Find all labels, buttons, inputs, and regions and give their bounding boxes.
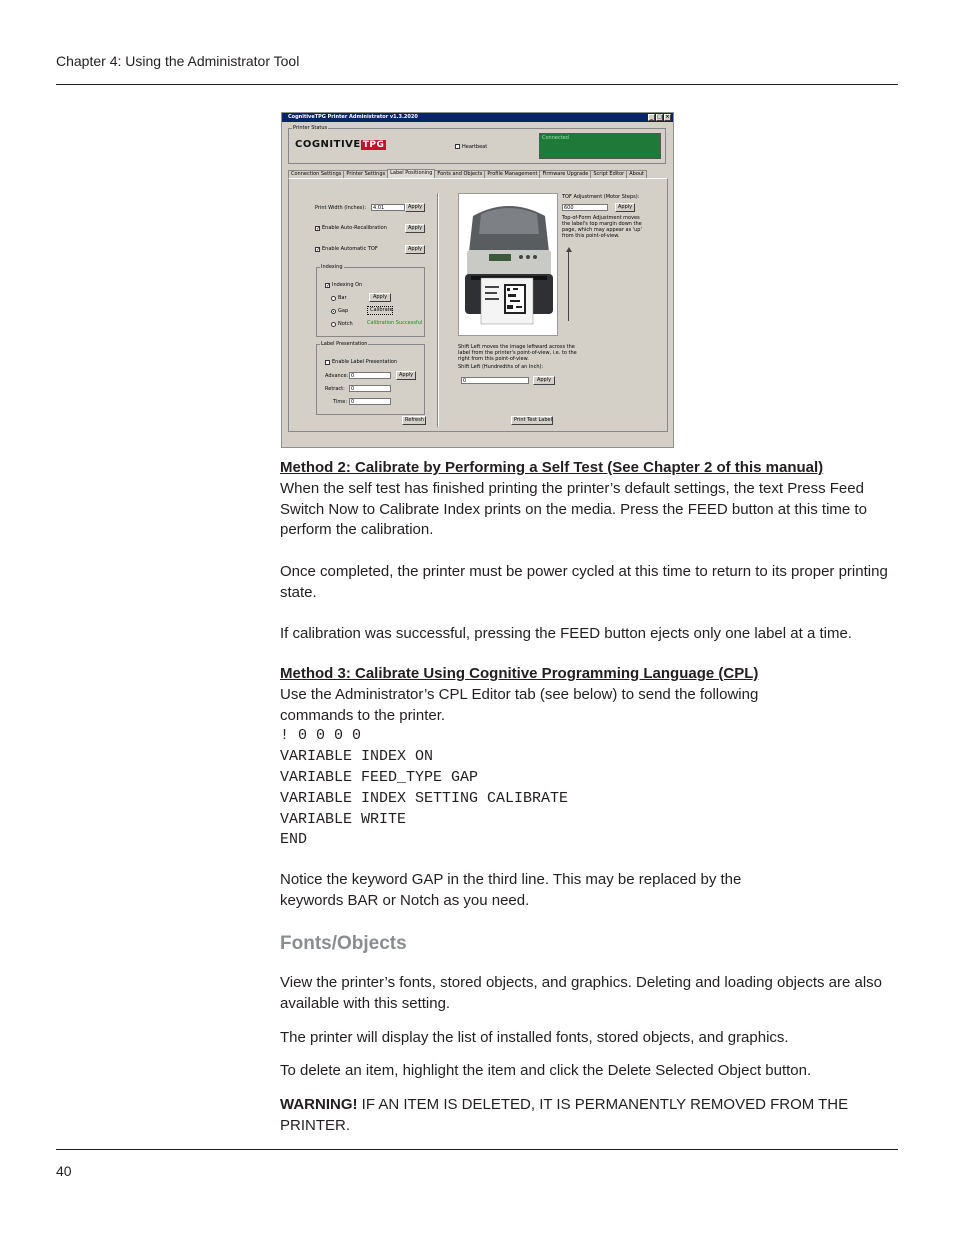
bar-radio[interactable]: Bar — [331, 295, 347, 301]
presentation-apply-button[interactable]: Apply — [396, 371, 416, 380]
fonts-objects-title: Fonts/Objects — [280, 933, 407, 954]
heartbeat-checkbox[interactable]: Heartbeat — [455, 144, 487, 150]
method2-paragraph-2: Once completed, the printer must be power cycled at this time to return to its proper printing state. — [280, 562, 888, 601]
tab-printer-settings[interactable]: Printer Settings — [343, 170, 388, 179]
printer-photo — [458, 193, 558, 336]
advance-row: Advance: 0 — [325, 372, 391, 379]
tab-script-editor[interactable]: Script Editor — [590, 170, 627, 179]
shift-left-label: Shift Left (Hundredths of an Inch): — [458, 364, 544, 370]
indexing-apply-button[interactable]: Apply — [369, 293, 391, 302]
auto-tof-checkbox[interactable]: ✓ Enable Automatic TOF — [316, 246, 378, 253]
auto-recal-checkbox[interactable]: ✓ Enable Auto-Recalibration — [316, 225, 387, 232]
method2-heading: Method 2: Calibrate by Performing a Self Test (See Chapter 2 of this manual) — [280, 459, 824, 476]
method3-notice-line-1: Notice the keyword GAP in the third line. This may be replaced by the — [280, 871, 742, 889]
calibrate-button[interactable]: Calibrate — [367, 306, 393, 315]
shift-left-apply-button[interactable]: Apply — [533, 376, 555, 385]
label-presentation-label: Label Presentation — [321, 341, 368, 347]
admin-tool-screenshot — [281, 112, 674, 448]
retract-row: Retract: 0 — [325, 385, 391, 392]
enable-label-presentation-checkbox[interactable]: Enable Label Presentation — [325, 359, 397, 365]
tab-fonts-and-objects[interactable]: Fonts and Objects — [434, 170, 485, 179]
shift-note-2: label from the printer's point-of-view, i.e. to the — [458, 350, 577, 356]
warning-text: IF AN ITEM IS DELETED, IT IS PERMANENTLY REMOVED FROM THE PRINTER. — [280, 1096, 849, 1134]
window-title: CognitiveTPG Printer Administrator v1.3.2020 — [288, 114, 418, 120]
tof-input[interactable]: 600 — [562, 204, 608, 211]
maximize-icon[interactable]: □ — [657, 114, 662, 120]
warning-label: WARNING! — [280, 1096, 358, 1114]
warning-paragraph — [280, 1095, 900, 1137]
auto-tof-apply-button[interactable]: Apply — [405, 245, 425, 254]
tof-note-1: Top-of-Form Adjustment moves — [562, 215, 640, 221]
shift-note-1: Shift Left moves the image leftward across the — [458, 344, 575, 350]
fonts-objects-paragraph-1: View the printer’s fonts, stored objects, and graphics. Deleting and loading objects are also available with this setting. — [280, 974, 883, 1012]
print-width-row — [315, 204, 405, 211]
method3-heading: Method 3: Calibrate Using Cognitive Programming Language (CPL) — [280, 665, 759, 682]
fonts-objects-section — [280, 973, 900, 1137]
printer-image-icon — [459, 194, 558, 336]
column-separator — [437, 193, 439, 427]
tab-profile-management[interactable]: Profile Management — [484, 170, 540, 179]
method3-intro-line-1: Use the Administrator’s CPL Editor tab (see below) to send the following — [280, 685, 759, 703]
calibration-status: Calibration Successful — [367, 320, 423, 326]
method3-intro-line-2: commands to the printer. — [280, 706, 446, 724]
shift-left-input[interactable]: 0 — [461, 377, 529, 384]
tof-arrowhead-icon — [566, 247, 572, 252]
shift-note-3: right from this point-of-view. — [458, 356, 529, 362]
minimize-icon[interactable]: _ — [648, 114, 655, 121]
label-presentation-group — [316, 341, 425, 415]
method2-section — [280, 458, 900, 645]
tof-apply-button[interactable]: Apply — [615, 203, 635, 212]
cpl-code-line: VARIABLE FEED_TYPE GAP — [280, 768, 479, 786]
notch-radio[interactable]: Notch — [331, 321, 353, 327]
method2-paragraph-3: If calibration was successful, pressing the FEED button ejects only one label at a time. — [280, 625, 852, 643]
tof-note-3: page, which may appear as 'up' — [562, 227, 642, 233]
advance-input[interactable]: 0 — [349, 372, 391, 379]
indexing-on-checkbox[interactable]: ✓ Indexing On — [326, 282, 363, 289]
print-test-label-button[interactable]: Print Test Label — [511, 416, 553, 425]
tab-label-positioning[interactable]: Label Positioning — [387, 169, 435, 178]
tof-note-2: the label's top margin down the — [562, 221, 642, 227]
time-input[interactable]: 0 — [349, 398, 391, 405]
tof-label: TOF Adjustment (Motor Steps): — [562, 194, 640, 200]
header-rule — [56, 84, 898, 85]
cpl-code-line: VARIABLE WRITE — [280, 810, 407, 828]
chapter-header: Chapter 4: Using the Administrator Tool — [56, 53, 300, 69]
cpl-code-line: VARIABLE INDEX ON — [280, 748, 434, 766]
fonts-objects-paragraph-3: To delete an item, highlight the item and click the Delete Selected Object button. — [280, 1062, 812, 1080]
indexing-group — [316, 264, 425, 337]
page-number: 40 — [56, 1163, 72, 1179]
indexing-group-label: Indexing — [321, 264, 343, 270]
label-positioning-panel — [288, 178, 668, 432]
tab-firmware-upgrade[interactable]: Firmware Upgrade — [539, 170, 591, 179]
auto-recal-apply-button[interactable]: Apply — [405, 224, 425, 233]
tab-connection-settings[interactable]: Connection Settings — [288, 170, 344, 179]
close-icon[interactable]: × — [665, 114, 670, 120]
cpl-code-line: END — [280, 831, 308, 849]
retract-input[interactable]: 0 — [349, 385, 391, 392]
refresh-button[interactable]: Refresh — [402, 416, 426, 425]
print-width-input[interactable]: 4.01 — [371, 204, 405, 211]
printer-status-group — [288, 125, 666, 164]
cpl-code-line: VARIABLE INDEX SETTING CALIBRATE — [280, 789, 569, 807]
footer-rule — [56, 1149, 898, 1150]
fonts-objects-paragraph-2: The printer will display the list of installed fonts, stored objects, and graphics. — [280, 1028, 789, 1046]
cpl-code-line: ! 0 0 0 0 — [280, 727, 362, 745]
window-titlebar — [282, 113, 673, 122]
method3-notice-line-2: keywords BAR or Notch as you need. — [280, 891, 530, 909]
cognitive-logo: COGNITIVE TPG — [295, 139, 385, 150]
connection-status-panel: Connected — [539, 133, 661, 159]
printer-status-label: Printer Status — [293, 125, 328, 131]
tof-note-4: from this point-of-view. — [562, 233, 620, 239]
tab-about[interactable]: About — [626, 170, 647, 179]
print-width-apply-button[interactable]: Apply — [405, 203, 425, 212]
tof-arrow-icon — [568, 251, 569, 321]
method3-section — [280, 664, 900, 912]
method2-paragraph-1: When the self test has finished printing the printer’s default settings, the text Press Feed Switch Now to Calibrate Index prints on the media. Press the FEED button at this time to perform the calibration. — [280, 479, 867, 539]
print-width-label: Print Width (Inches): — [315, 204, 367, 211]
gap-radio[interactable]: Gap — [331, 308, 348, 314]
time-row: Time: 0 — [325, 398, 391, 405]
